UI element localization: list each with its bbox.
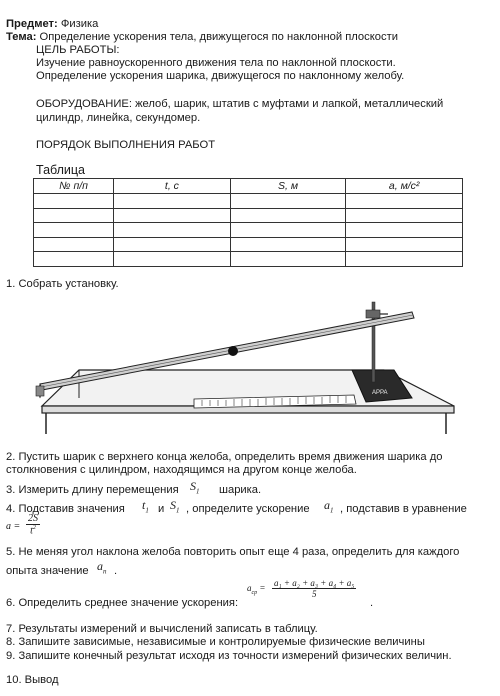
formula-t1: $t_1$ (142, 498, 149, 515)
avg-lhs: $a_{ср}$ = (247, 583, 266, 596)
stand-label: APPA (372, 390, 388, 396)
table-cell[interactable] (114, 208, 231, 223)
step-4-text-b: и (158, 503, 165, 515)
step-5-line-1: 5. Не меняя угол наклона желоба повторить опыт еще 4 раза, определить для каждого (6, 546, 460, 558)
col-header-time: t, c (114, 179, 231, 194)
equation-numerator: 2S (28, 513, 38, 524)
table-row (34, 237, 463, 252)
step-10: 10. Вывод (6, 674, 59, 686)
table-row (34, 208, 463, 223)
goal-line-2: Определение ускорения шарика, движущегося по наклонному желобу. (36, 70, 405, 82)
table-cell[interactable] (34, 223, 114, 238)
table-cell[interactable] (346, 223, 463, 238)
table-cell[interactable] (114, 223, 231, 238)
table-cell[interactable] (346, 252, 463, 267)
table-cell[interactable] (346, 208, 463, 223)
table-cell[interactable] (230, 237, 346, 252)
table-cell[interactable] (230, 223, 346, 238)
table-cell[interactable] (230, 208, 346, 223)
table-cell[interactable] (346, 194, 463, 209)
table-cell[interactable] (346, 237, 463, 252)
procedure-title: ПОРЯДОК ВЫПОЛНЕНИЯ РАБОТ (36, 139, 216, 151)
table-caption: Таблица (36, 163, 86, 177)
formula-S1: $S_1$ (190, 479, 200, 496)
subject-label: Предмет: (6, 18, 58, 30)
step-2-line-1: 2. Пустить шарик с верхнего конца желоба, определить время движения шарика до (6, 451, 443, 463)
table-cell[interactable] (34, 194, 114, 209)
goal-title: ЦЕЛЬ РАБОТЫ: (36, 44, 120, 56)
equation-lhs: a = (6, 521, 21, 532)
avg-fraction (272, 578, 356, 599)
step-3-text-a: 3. Измерить длину перемещения (6, 484, 179, 496)
col-header-number: № п/п (34, 179, 114, 194)
ball (228, 346, 238, 356)
topic-line (6, 31, 398, 43)
equipment-line-2: цилиндр, линейка, секундомер. (36, 112, 201, 124)
step-3-text-b: шарика. (219, 484, 262, 496)
results-table (33, 178, 463, 267)
avg-dot: . (370, 597, 374, 609)
topic-label: Тема: (6, 31, 37, 43)
apparatus-figure (34, 298, 464, 440)
formula-S1-b: $S_1$ (170, 498, 180, 515)
step-7: 7. Результаты измерений и вычислений записать в таблицу. (6, 623, 318, 635)
step-4-text-c: , определите ускорение (186, 503, 310, 515)
table-cell[interactable] (34, 208, 114, 223)
subject-line (6, 18, 98, 30)
equation-denominator: $t^2$ (30, 525, 36, 537)
table-cell[interactable] (114, 194, 231, 209)
table-cell[interactable] (230, 252, 346, 267)
step-4-text-d: , подставив в уравнение (340, 503, 467, 515)
avg-numerator: a₁ + a₂ + a₃ + a₄ + a₅ (274, 578, 355, 588)
table-row (34, 223, 463, 238)
col-header-distance: S, м (230, 179, 346, 194)
equation-fraction (26, 513, 40, 536)
equipment-line-1: ОБОРУДОВАНИЕ: желоб, шарик, штатив с муфтами и лапкой, металлический (36, 98, 444, 110)
topic-value: Определение ускорения тела, движущегося по наклонной плоскости (39, 31, 398, 43)
goal-line-1: Изучение равноускоренного движения тела по наклонной плоскости. (36, 57, 396, 69)
step-4-text-a: 4. Подставив значения (6, 503, 125, 515)
step-2-line-2: столкновения с цилиндром, находящимся на другом конце желоба. (6, 464, 357, 476)
metal-cylinder (36, 386, 44, 396)
table-cell[interactable] (114, 237, 231, 252)
table-header-row (34, 179, 463, 194)
col-header-acceleration: a, м/с² (346, 179, 463, 194)
table-cell[interactable] (34, 237, 114, 252)
step-1: 1. Собрать установку. (6, 278, 119, 290)
clamp (366, 310, 380, 318)
table-cell[interactable] (34, 252, 114, 267)
avg-denominator: 5 (311, 589, 317, 599)
step-9: 9. Запишите конечный результат исходя из точности измерений физических величин. (6, 650, 452, 662)
subject-value: Физика (60, 18, 99, 30)
step-5-line-2: опыта значение (6, 565, 89, 577)
table-row (34, 194, 463, 209)
table-cell[interactable] (230, 194, 346, 209)
table-row (34, 252, 463, 267)
formula-a1: $a_1$ (324, 498, 334, 515)
formula-an: $a_n$ (97, 559, 107, 576)
table-cell[interactable] (114, 252, 231, 267)
step-6: 6. Определить среднее значение ускорения: (6, 597, 239, 609)
step-8: 8. Запишите зависимые, независимые и контролируемые физические величины (6, 636, 425, 648)
